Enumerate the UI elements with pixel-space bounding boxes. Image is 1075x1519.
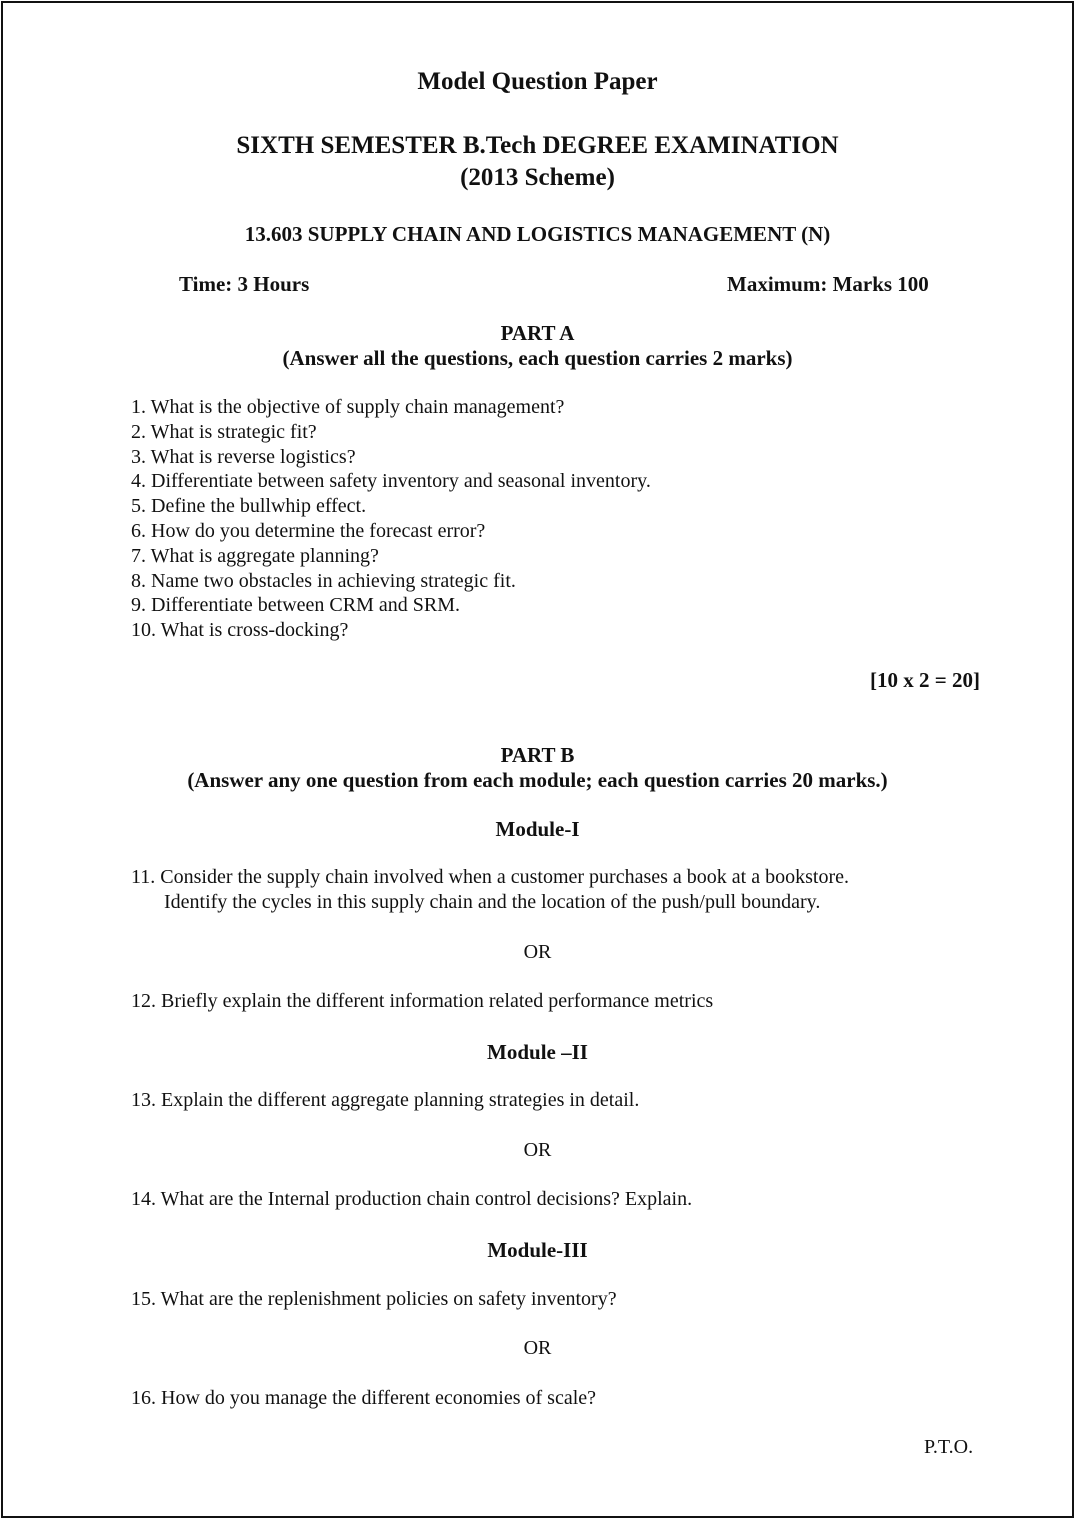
or-separator: OR bbox=[523, 1337, 552, 1359]
part-a-instruction: (Answer all the questions, each question carries 2 marks) bbox=[282, 346, 793, 370]
question-item: 7. What is aggregate planning? bbox=[131, 544, 379, 567]
question-item: 8. Name two obstacles in achieving strategic fit. bbox=[131, 569, 516, 592]
part-a-title: PART A bbox=[500, 321, 575, 345]
question-13: 13. Explain the different aggregate planning strategies in detail. bbox=[131, 1089, 640, 1111]
scheme-label: (2013 Scheme) bbox=[460, 164, 615, 191]
question-item: 10. What is cross-docking? bbox=[131, 619, 349, 642]
paper-title: Model Question Paper bbox=[417, 68, 658, 95]
question-15: 15. What are the replenishment policies on safety inventory? bbox=[131, 1288, 617, 1310]
question-12: 12. Briefly explain the different information related performance metrics bbox=[131, 990, 714, 1012]
subject-title: 13.603 SUPPLY CHAIN AND LOGISTICS MANAGEMENT (N) bbox=[244, 222, 831, 246]
question-item: 2. What is strategic fit? bbox=[131, 420, 317, 443]
question-item: 3. What is reverse logistics? bbox=[131, 445, 356, 468]
question-item: 5. Define the bullwhip effect. bbox=[131, 495, 367, 518]
question-item: 6. How do you determine the forecast error? bbox=[131, 519, 486, 542]
pto-label: P.T.O. bbox=[924, 1436, 974, 1458]
question-item: 9. Differentiate between CRM and SRM. bbox=[131, 594, 461, 617]
question-16: 16. How do you manage the different economies of scale? bbox=[131, 1387, 597, 1409]
module-2-title: Module –II bbox=[487, 1040, 588, 1064]
part-b-instruction: (Answer any one question from each module; each question carries 20 marks.) bbox=[187, 768, 888, 792]
part-a-marks-total: [10 x 2 = 20] bbox=[870, 668, 980, 692]
part-b-title: PART B bbox=[500, 743, 575, 767]
or-separator: OR bbox=[523, 941, 552, 963]
question-item: 1. What is the objective of supply chain management? bbox=[131, 396, 565, 418]
or-separator: OR bbox=[523, 1139, 552, 1161]
question-item: 4. Differentiate between safety inventory and seasonal inventory. bbox=[131, 470, 651, 493]
question-11-line1: 11. Consider the supply chain involved when a customer purchases a book at a bookstore. bbox=[131, 866, 849, 888]
max-marks-label: Maximum: Marks 100 bbox=[727, 272, 929, 296]
time-label: Time: 3 Hours bbox=[179, 272, 310, 296]
question-11-line2: Identify the cycles in this supply chain and the location of the push/pull boundary. bbox=[164, 891, 821, 913]
part-a-question-list bbox=[131, 395, 651, 643]
module-1-title: Module-I bbox=[495, 817, 580, 841]
question-14: 14. What are the Internal production chain control decisions? Explain. bbox=[131, 1188, 693, 1210]
module-3-title: Module-III bbox=[487, 1238, 588, 1262]
exam-title: SIXTH SEMESTER B.Tech DEGREE EXAMINATION bbox=[236, 132, 839, 159]
